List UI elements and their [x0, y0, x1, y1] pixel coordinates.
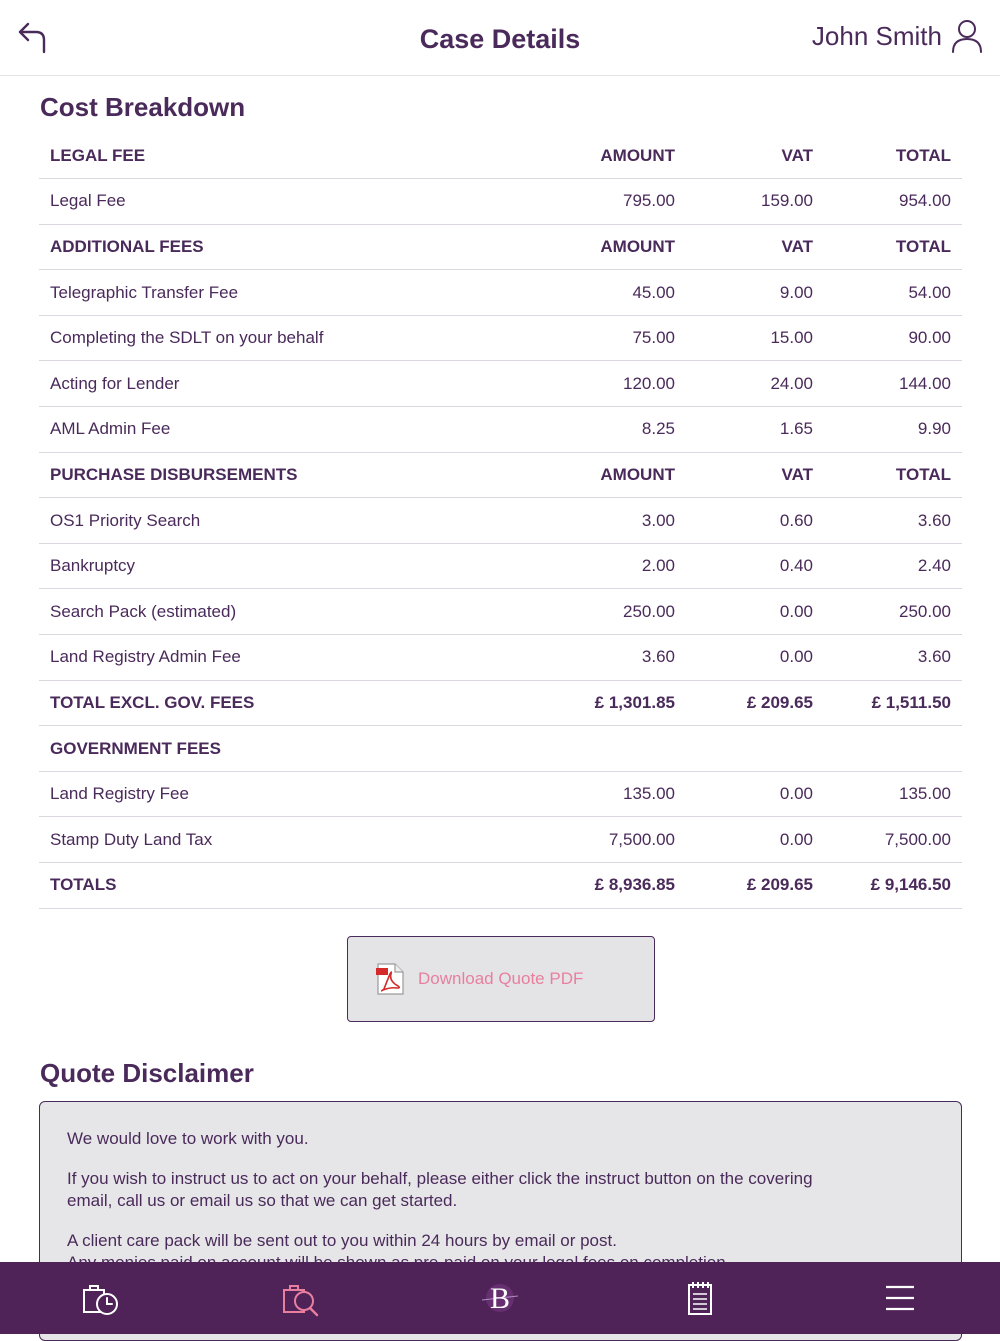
cell-total: 250.00: [813, 589, 962, 635]
cell-total: TOTAL: [813, 452, 962, 498]
cell-description: ADDITIONAL FEES: [39, 224, 509, 270]
cell-vat: 0.40: [675, 543, 813, 589]
disclaimer-paragraph: We would love to work with you.: [67, 1129, 309, 1148]
cell-vat: [675, 726, 813, 772]
cell-amount: 7,500.00: [509, 817, 675, 863]
cell-vat: 0.00: [675, 635, 813, 681]
cell-vat: 0.60: [675, 498, 813, 544]
cell-total: 7,500.00: [813, 817, 962, 863]
cell-description: GOVERNMENT FEES: [39, 726, 509, 772]
cell-vat: 1.65: [675, 407, 813, 453]
user-profile[interactable]: [812, 18, 984, 54]
nav-menu[interactable]: [800, 1262, 1000, 1334]
cell-description: LEGAL FEE: [39, 133, 509, 179]
table-row: [39, 817, 962, 863]
user-icon: [950, 18, 984, 54]
cell-total: 90.00: [813, 315, 962, 361]
disclaimer-paragraph: A client care pack will be sent out to you within 24 hours by email or post.: [67, 1231, 617, 1250]
cell-vat: £ 209.65: [675, 680, 813, 726]
table-row: [39, 179, 962, 225]
cell-vat: 0.00: [675, 817, 813, 863]
quote-disclaimer-title: Quote Disclaimer: [40, 1058, 254, 1088]
cell-description: Land Registry Admin Fee: [39, 635, 509, 681]
cell-amount: £ 1,301.85: [509, 680, 675, 726]
table-row: [39, 498, 962, 544]
cell-vat: 15.00: [675, 315, 813, 361]
table-row: [39, 635, 962, 681]
cell-description: Telegraphic Transfer Fee: [39, 270, 509, 316]
cell-amount: £ 8,936.85: [509, 863, 675, 909]
cell-total: £ 9,146.50: [813, 863, 962, 909]
cell-description: Legal Fee: [39, 179, 509, 225]
table-section-row: [39, 452, 962, 498]
nav-notes[interactable]: [600, 1262, 800, 1334]
cell-amount: 45.00: [509, 270, 675, 316]
cell-vat: 24.00: [675, 361, 813, 407]
cell-amount: AMOUNT: [509, 133, 675, 179]
cell-total: 3.60: [813, 498, 962, 544]
cell-amount: 75.00: [509, 315, 675, 361]
cell-total: TOTAL: [813, 133, 962, 179]
cell-description: OS1 Priority Search: [39, 498, 509, 544]
cell-total: 144.00: [813, 361, 962, 407]
cell-description: PURCHASE DISBURSEMENTS: [39, 452, 509, 498]
cell-amount: 135.00: [509, 771, 675, 817]
cell-vat: £ 209.65: [675, 863, 813, 909]
table-section-row: [39, 133, 962, 179]
cell-vat: VAT: [675, 452, 813, 498]
app-header: [0, 0, 1000, 76]
cell-description: AML Admin Fee: [39, 407, 509, 453]
cell-amount: 8.25: [509, 407, 675, 453]
download-quote-pdf-button[interactable]: [347, 936, 655, 1022]
cell-total: [813, 726, 962, 772]
cell-amount: AMOUNT: [509, 452, 675, 498]
brand-logo-icon: [480, 1278, 520, 1318]
cell-description: Bankruptcy: [39, 543, 509, 589]
nav-home[interactable]: [400, 1262, 600, 1334]
cost-breakdown-title: Cost Breakdown: [40, 92, 246, 122]
case-search-icon: [280, 1278, 320, 1318]
cell-vat: 159.00: [675, 179, 813, 225]
cell-vat: 0.00: [675, 771, 813, 817]
cell-total: TOTAL: [813, 224, 962, 270]
nav-case-history[interactable]: [0, 1262, 200, 1334]
cell-total: £ 1,511.50: [813, 680, 962, 726]
table-row: [39, 361, 962, 407]
cell-amount: 3.60: [509, 635, 675, 681]
notepad-icon: [680, 1278, 720, 1318]
cell-total: 135.00: [813, 771, 962, 817]
table-row: [39, 315, 962, 361]
table-section-row: [39, 680, 962, 726]
hamburger-menu-icon: [880, 1278, 920, 1318]
cell-vat: VAT: [675, 133, 813, 179]
cell-amount: [509, 726, 675, 772]
table-section-row: [39, 224, 962, 270]
cell-description: TOTAL EXCL. GOV. FEES: [39, 680, 509, 726]
cell-amount: 250.00: [509, 589, 675, 635]
cell-total: 9.90: [813, 407, 962, 453]
cell-description: TOTALS: [39, 863, 509, 909]
case-clock-icon: [80, 1278, 120, 1318]
cost-breakdown-table: [39, 133, 962, 909]
cell-vat: VAT: [675, 224, 813, 270]
table-row: [39, 270, 962, 316]
table-row: [39, 589, 962, 635]
main-content: [0, 76, 1000, 1262]
cell-amount: 120.00: [509, 361, 675, 407]
cell-vat: 0.00: [675, 589, 813, 635]
table-row: [39, 407, 962, 453]
pdf-icon: [375, 963, 405, 995]
cell-total: 54.00: [813, 270, 962, 316]
cell-amount: AMOUNT: [509, 224, 675, 270]
cell-total: 2.40: [813, 543, 962, 589]
cell-total: 954.00: [813, 179, 962, 225]
svg-text:B: B: [489, 1282, 511, 1315]
page-title: Case Details: [419, 24, 581, 54]
table-section-row: [39, 863, 962, 909]
bottom-nav: [0, 1262, 1000, 1334]
disclaimer-paragraph: If you wish to instruct us to act on your behalf, please either click the instruct button on the covering email, call us or email us so that we can get started.: [67, 1169, 813, 1210]
cell-description: Completing the SDLT on your behalf: [39, 315, 509, 361]
cell-total: 3.60: [813, 635, 962, 681]
cell-description: Search Pack (estimated): [39, 589, 509, 635]
user-name: John Smith: [811, 20, 942, 51]
cell-description: Stamp Duty Land Tax: [39, 817, 509, 863]
cell-vat: 9.00: [675, 270, 813, 316]
table-section-row: [39, 726, 962, 772]
cell-amount: 2.00: [509, 543, 675, 589]
cell-amount: 3.00: [509, 498, 675, 544]
table-row: [39, 771, 962, 817]
nav-case-search[interactable]: [200, 1262, 400, 1334]
download-label: Download Quote PDF: [418, 969, 584, 988]
table-row: [39, 543, 962, 589]
cell-amount: 795.00: [509, 179, 675, 225]
cell-description: Land Registry Fee: [39, 771, 509, 817]
cell-description: Acting for Lender: [39, 361, 509, 407]
